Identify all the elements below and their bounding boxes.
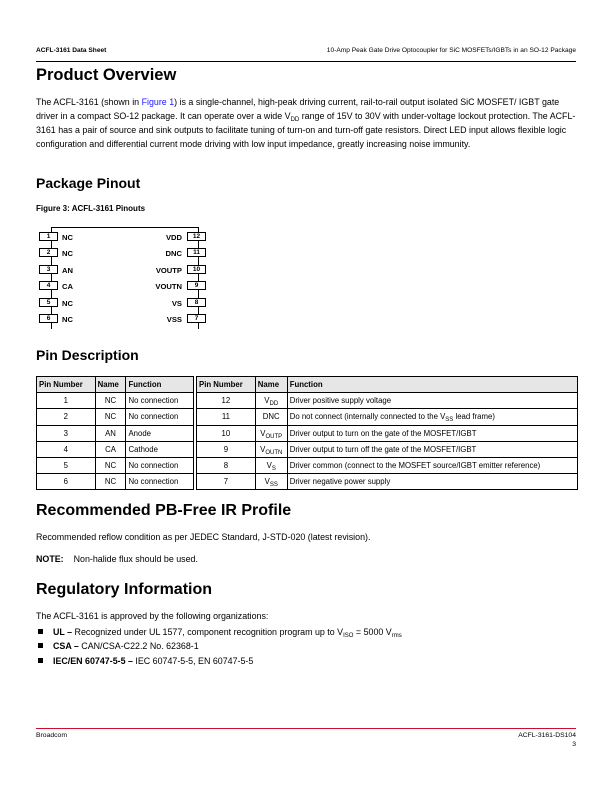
pin-label: VOUTN [155, 282, 182, 292]
table-cell: 5 [37, 457, 96, 473]
pin-number-box: 7 [187, 314, 206, 323]
table-row [37, 409, 194, 425]
subscript: OUTN [265, 449, 283, 456]
figure-link[interactable]: Figure 1 [141, 97, 175, 107]
table-cell [255, 457, 287, 473]
section-title-pinout: Package Pinout [36, 175, 141, 191]
header-right: 10-Amp Peak Gate Drive Optocoupler for SiC MOSFETs/IGBTs in an SO-12 Package [326, 47, 576, 54]
item-text: CAN/CSA-C22.2 No. 62368-1 [78, 641, 199, 652]
text: range of 15V to 30V with under-voltage lockout protection. The ACFL-3161 has a pair of source and sink outputs to facilitate tuning of turn-on and turn-off gate resistors. Direct LED input allows flexible logic configuration and differential current mode driving with low input impedance, greatly increasing noise immunity. [36, 111, 576, 150]
table-row [197, 425, 578, 441]
table-cell: NC [95, 393, 126, 409]
item-text: Recognized under UL 1577, component recognition program up to V [72, 627, 344, 637]
table-cell [287, 474, 577, 490]
column-header: Pin Number [37, 377, 96, 393]
subscript: SS [445, 417, 454, 424]
table-cell [255, 441, 287, 457]
pin-number-box: 2 [39, 248, 58, 257]
note-text: Non-halide flux should be used. [73, 554, 198, 564]
table-row [37, 474, 194, 490]
ir-note [36, 554, 198, 564]
table-cell: 11 [197, 409, 256, 425]
section-title-ir-profile: Recommended PB-Free IR Profile [36, 502, 292, 519]
function-text: lead frame) [453, 412, 495, 422]
table-cell [255, 409, 287, 425]
table-header-row [37, 377, 194, 393]
subscript: OUTP [265, 433, 283, 440]
table-cell: 7 [197, 474, 256, 490]
pin-label: VDD [165, 233, 182, 242]
table-cell: No connection [126, 409, 194, 425]
header-rule [36, 61, 576, 62]
pin-label: AN [62, 265, 73, 275]
section-title-pin-description: Pin Description [36, 347, 139, 363]
pin-label: NC [62, 233, 73, 242]
table-cell: Cathode [126, 441, 194, 457]
text: The ACFL-3161 (shown in [36, 97, 142, 107]
column-header: Function [287, 377, 577, 393]
item-text: = 5000 V [353, 627, 392, 637]
function-text: Do not connect (internally connected to the V [289, 412, 446, 422]
table-row [197, 409, 578, 425]
table-cell [255, 425, 287, 441]
table-cell: 4 [37, 441, 96, 457]
footer-doc-number: ACFL-3161-DS104 [518, 732, 576, 739]
pin-label: NC [62, 298, 73, 308]
pin-label: CA [62, 282, 73, 292]
note-label: NOTE: [36, 554, 64, 564]
section-title-regulatory: Regulatory Information [36, 581, 213, 598]
table-cell: 1 [37, 393, 96, 409]
table-cell [287, 393, 577, 409]
pin-label: VOUTP [155, 265, 182, 275]
item-text: IEC 60747-5-5, EN 60747-5-5 [132, 655, 254, 666]
ir-text: Recommended reflow condition as per JEDEC Standard, J-STD-020 (latest revision). [36, 532, 371, 542]
table-row [197, 393, 578, 409]
pin-number-box: 9 [187, 281, 206, 290]
table-cell: AN [95, 425, 126, 441]
table-row [37, 393, 194, 409]
subscript: DD [269, 401, 279, 408]
table-cell: 3 [37, 425, 96, 441]
subscript: ISO [343, 633, 354, 639]
table-cell: 10 [197, 425, 256, 441]
pin-label: VS [171, 298, 182, 308]
figure-caption: Figure 3: ACFL-3161 Pinouts [36, 204, 146, 213]
table-row [197, 457, 578, 473]
function-text: Driver positive supply voltage [289, 396, 392, 406]
subscript: rms [391, 633, 402, 639]
pin-number-box: 3 [39, 265, 58, 274]
reg-intro: The ACFL-3161 is approved by the following organizations: [36, 611, 269, 621]
table-cell: No connection [126, 457, 194, 473]
item-label: UL – [53, 627, 73, 637]
bullet-icon [38, 629, 43, 634]
subscript: DD [290, 117, 300, 124]
column-header: Name [95, 377, 126, 393]
table-header-row [197, 377, 578, 393]
pin-name: V [260, 444, 266, 454]
pin-name: DNC [262, 412, 280, 422]
pin-number-box: 11 [187, 248, 206, 257]
reg-list-item [38, 656, 253, 666]
column-header: Name [255, 377, 287, 393]
footer-brand: Broadcom [36, 732, 67, 739]
pin-name: V [260, 428, 266, 438]
pin-name: V [266, 461, 272, 471]
function-text: Driver output to turn off the gate of the MOSFET/IGBT [289, 444, 477, 454]
reg-list-item [38, 627, 402, 637]
subscript: SS [269, 482, 278, 489]
section-title-overview: Product Overview [36, 66, 177, 84]
table-cell: 6 [37, 474, 96, 490]
pin-label: NC [62, 315, 73, 324]
pin-number-box: 4 [39, 281, 58, 290]
pin-number-box: 6 [39, 314, 58, 323]
item-label: IEC/EN 60747-5-5 – [53, 655, 133, 666]
page-number: 3 [572, 741, 576, 748]
pin-name: V [264, 396, 270, 406]
pin-label: VSS [166, 315, 182, 324]
table-cell: 9 [197, 441, 256, 457]
table-row [37, 425, 194, 441]
pin-label: DNC [165, 249, 182, 259]
table-cell: 2 [37, 409, 96, 425]
table-row [37, 457, 194, 473]
pin-number-box: 1 [39, 232, 58, 241]
function-text: Driver negative power supply [289, 477, 391, 487]
subscript: S [271, 466, 276, 473]
table-cell: Anode [126, 425, 194, 441]
table-row [197, 474, 578, 490]
reg-list-item [38, 641, 199, 651]
bullet-icon [38, 658, 43, 663]
pin-number-box: 10 [187, 265, 206, 274]
pin-number-box: 8 [187, 298, 206, 307]
table-cell: NC [95, 409, 126, 425]
table-cell [287, 441, 577, 457]
function-text: Driver common (connect to the MOSFET source/IGBT emitter reference) [289, 461, 541, 471]
table-cell [287, 457, 577, 473]
table-cell: NC [95, 457, 126, 473]
function-text: Driver output to turn on the gate of the MOSFET/IGBT [289, 428, 477, 438]
table-row [37, 441, 194, 457]
column-header: Function [126, 377, 194, 393]
table-cell: NC [95, 474, 126, 490]
table-cell: 12 [197, 393, 256, 409]
overview-paragraph [36, 95, 581, 151]
package-outline [51, 227, 199, 329]
pin-number-box: 12 [187, 232, 206, 241]
pin-number-box: 5 [39, 298, 58, 307]
table-cell: No connection [126, 393, 194, 409]
bullet-icon [38, 643, 43, 648]
item-label: CSA – [53, 641, 79, 652]
table-cell: CA [95, 441, 126, 457]
pin-name: V [264, 477, 270, 487]
header-left: ACFL-3161 Data Sheet [36, 47, 107, 54]
pin-table-left [36, 376, 194, 490]
table-cell [255, 474, 287, 490]
table-row [197, 441, 578, 457]
pin-label: NC [62, 249, 73, 259]
table-cell [287, 409, 577, 425]
table-cell: 8 [197, 457, 256, 473]
table-cell: No connection [126, 474, 194, 490]
footer-rule [36, 728, 576, 729]
table-cell [287, 425, 577, 441]
text: ) is a single-channel, high-peak driving current, rail-to-rail output isolated SiC MOSFET/ IGBT gate driver in a compact SO-12 package. It can operate over a wide V [36, 97, 560, 122]
pin-table-right [196, 376, 578, 490]
table-cell [255, 393, 287, 409]
column-header: Pin Number [197, 377, 256, 393]
